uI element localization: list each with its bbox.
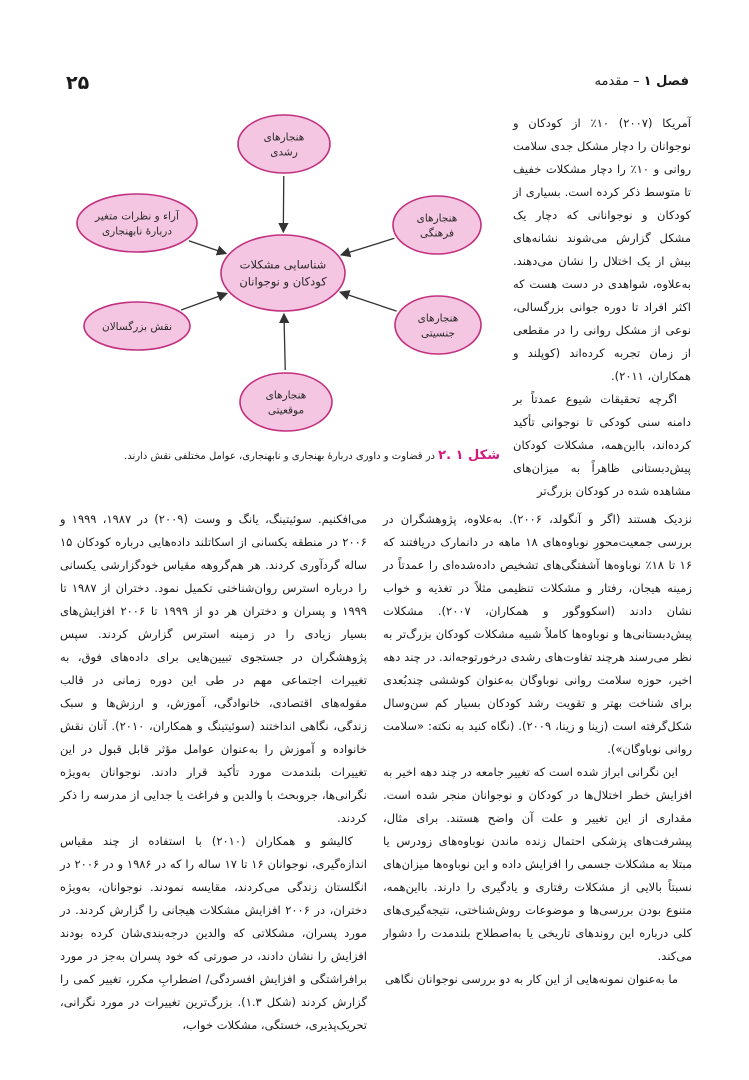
node-ellipse	[221, 235, 345, 311]
running-head	[595, 74, 689, 89]
text-column-bottom-right	[383, 508, 692, 991]
node-label: هنجارهای	[417, 312, 459, 325]
node-ellipse	[393, 196, 481, 254]
figure-caption	[60, 448, 500, 463]
node-label: آراء و نظرات متغیر	[95, 210, 179, 223]
node-situational	[240, 373, 332, 431]
paragraph: این نگرانی ابراز شده است که تغییر جامعه در چند دهه اخیر به افزایش خطر اختلال‌ها در کودکان و نوجوانان منجر شده است. مقداری از این تغییر و علت آن واضح هستند. برای مثال، پیشرفت‌های پزشکی احتمال زنده ماندن نوباوه‌های زودرس یا مبتلا به مشکلات جسمی را افزایش داده و این نوباوه‌ها میزان‌های نسبتاً بالایی از مشکلات رفتاری و یادگیری را دارند. بااین‌همه، متنوع بودن بررسی‌ها و موضوعات روش‌شناختی، نتیجه‌گیری‌های کلی درباره این روندهای تاریخی یا به‌اصطلاح بلندمدت را دشوار می‌کند.	[383, 765, 692, 963]
node-adults	[84, 302, 190, 350]
node-developmental	[238, 115, 330, 173]
node-views	[77, 194, 197, 252]
node-label: فرهنگی	[419, 227, 455, 240]
paragraph: کالیشو و همکاران (۲۰۱۰) با استفاده از چند مقیاس اندازه‌گیری، نوجوانان ۱۶ تا ۱۷ ساله را که در ۱۹۸۶ و در ۲۰۰۶ در انگلستان زندگی می‌کردند، مقایسه نمودند. نوجوانان، به‌ویژه دختران، در ۲۰۰۶ افزایش مشکلات هیجانی را گزارش کردند. در مورد پسران، مشکلاتی که والدین درجه‌بندی‌شان کرده بودند افزایش را نشان دادند، در صورتی که خود پسران به‌جز در مورد برافراشتگی و افزایش افسردگی/ اضطرابِ مکرر، تغییر کمی را گزارش کردند (شکل ۱.۳). بزرگ‌ترین تغییرات در مورد نگرانی، تحریک‌پذیری، خستگی، مشکلات خواب،	[60, 834, 367, 1032]
arrow-adults	[181, 293, 227, 310]
page-number: ۲۵	[66, 72, 90, 94]
node-label: نقش بزرگسالان	[101, 321, 173, 333]
paragraph: نزدیک هستند (اگر و آنگولد، ۲۰۰۶). به‌علاوه، پژوهشگران در بررسی جمعیت‌محورِ نوباوه‌های ۱۸ ماهه در دانمارک دریافتند که ۱۶ تا ۱۸٪ نوباوه‌ها آشفتگی‌های تشخیص داده‌شده‌ای را عمدتاً در زمینه هیجان، رفتار و مشکلات تنظیمی مثلاً در تغذیه و خواب نشان دادند (اسکووگور و همکاران، ۲۰۰۷). مشکلات پیش‌دبستانی‌ها و نوباوه‌ها کاملاً شبیه مشکلات کودکان بزرگ‌تر به نظر می‌رسند هرچند تفاوت‌های رشدی درخورتوجه‌اند. در چند دهه اخیر، حوزه سلامت روانی نوباوگان به‌عنوان کوششی چندبُعدی برای شناخت بهتر و تقویت رشد کودکان بسیار کم سن‌وسال شکل‌گرفته است (زینا و زینا، ۲۰۰۹). (نگاه کنید به نکته: «سلامت روانی نوباوگان»).	[383, 512, 693, 756]
chapter-number: فصل ۱	[643, 74, 689, 89]
node-label: هنجارهای	[265, 389, 307, 402]
arrow-cultural	[341, 238, 394, 255]
paragraph: آمریکا (۲۰۰۷) ۱۰٪ از کودکان و نوجوانان را دچار مشکل جدی سلامت روانی و ۱۰٪ را دچار مشکلات خفیف تا متوسط ذکر کرده است. بسیاری از کودکان و نوجوانانی که دچار یک مشکل گزارش می‌شوند نشانه‌های بیش از یک اختلال را نشان می‌دهند. به‌علاوه، شواهدی در دست هست که اکثر افراد تا دوره جوانی بزرگسالی، نوعی از مشکل روانی را در مقطعی از زمان تجربه کرده‌اند (کوپلند و همکاران، ۲۰۱۱).	[513, 116, 691, 383]
node-label: شناسایی مشکلات	[239, 257, 327, 272]
node-label: هنجارهای	[263, 131, 305, 144]
page-header	[60, 72, 689, 96]
node-gender	[395, 296, 481, 354]
diagram-nodes	[77, 115, 481, 431]
text-column-top-right	[513, 112, 691, 503]
figure-label: شکل ۱ .۲	[438, 448, 500, 463]
paragraph: اگرچه تحقیقات شیوع عمدتاً بر دامنه سنی کودکی تا نوجوانی تأکید کرده‌اند، بااین‌همه، مشکلات کودکان پیش‌دبستانی ظاهراً به میزان‌های مشاهده شده در کودکان بزرگ‌تر	[513, 392, 691, 498]
text-column-bottom-left	[60, 508, 367, 1037]
node-center	[221, 235, 345, 311]
node-ellipse	[240, 373, 332, 431]
node-label: هنجارهای	[416, 212, 458, 225]
paragraph: ما به‌عنوان نمونه‌هایی از این کار به دو بررسی نوجوانان نگاهی	[384, 972, 678, 986]
node-ellipse	[238, 115, 330, 173]
node-ellipse	[395, 296, 481, 354]
section-title: مقدمه	[594, 74, 629, 89]
node-label: کودکان و نوجوانان	[239, 274, 327, 289]
node-ellipse	[77, 194, 197, 252]
factors-diagram	[60, 108, 510, 443]
node-label: جنسیتی	[420, 327, 456, 340]
arrow-situational	[284, 314, 285, 370]
paragraph: می‌افکنیم. سوئیتینگ، یانگ و وست (۲۰۰۹) در ۱۹۸۷، ۱۹۹۹ و ۲۰۰۶ در منطقه یکسانی از اسکاتلند داده‌هایی درباره کودکان ۱۵ ساله گردآوری کردند. هر هم‌گروهه مقیاس خودگزارشی یکسانی را درباره استرس روان‌شناختی تکمیل نمود. دختران از ۱۹۸۷ تا ۱۹۹۹ و پسران و دختران هر دو از ۱۹۹۹ تا ۲۰۰۶ افزایش‌های بسیار زیادی را در زمینه استرس گزارش کردند. سپس پژوهشگران در جستجوی تبیین‌هایی برای داده‌های فوق، به تغییرات اجتماعی مهم در طی این دوره زمانی در قالب مقوله‌های اقتصادی، خانوادگی، آموزش، و ارزش‌ها و سبک زندگی، نگاهی انداختند (سوئیتینگ و همکاران، ۲۰۱۰). آنان نقش خانواده و آموزش را به‌عنوان عوامل مؤثر قابل قبول در این تغییرات بلندمدت مورد تأکید قرار دادند. نوجوانان به‌ویژه نگرانی‌ها، جروبحث با والدین و فراغت یا جدایی از مدرسه را ذکر کردند.	[60, 512, 367, 825]
node-label: دربارهٔ نابهنجاری	[101, 225, 173, 238]
node-label: رشدی	[270, 146, 298, 159]
running-head-separator: –	[628, 74, 644, 89]
figure-caption-text: در قضاوت و داوری دربارهٔ بهنجاری و نابهنجاری، عوامل مختلفی نقش دارند.	[124, 451, 439, 462]
node-cultural	[393, 196, 481, 254]
arrow-views	[189, 241, 226, 254]
arrow-gender	[340, 292, 396, 311]
node-label: موقعیتی	[267, 404, 305, 417]
